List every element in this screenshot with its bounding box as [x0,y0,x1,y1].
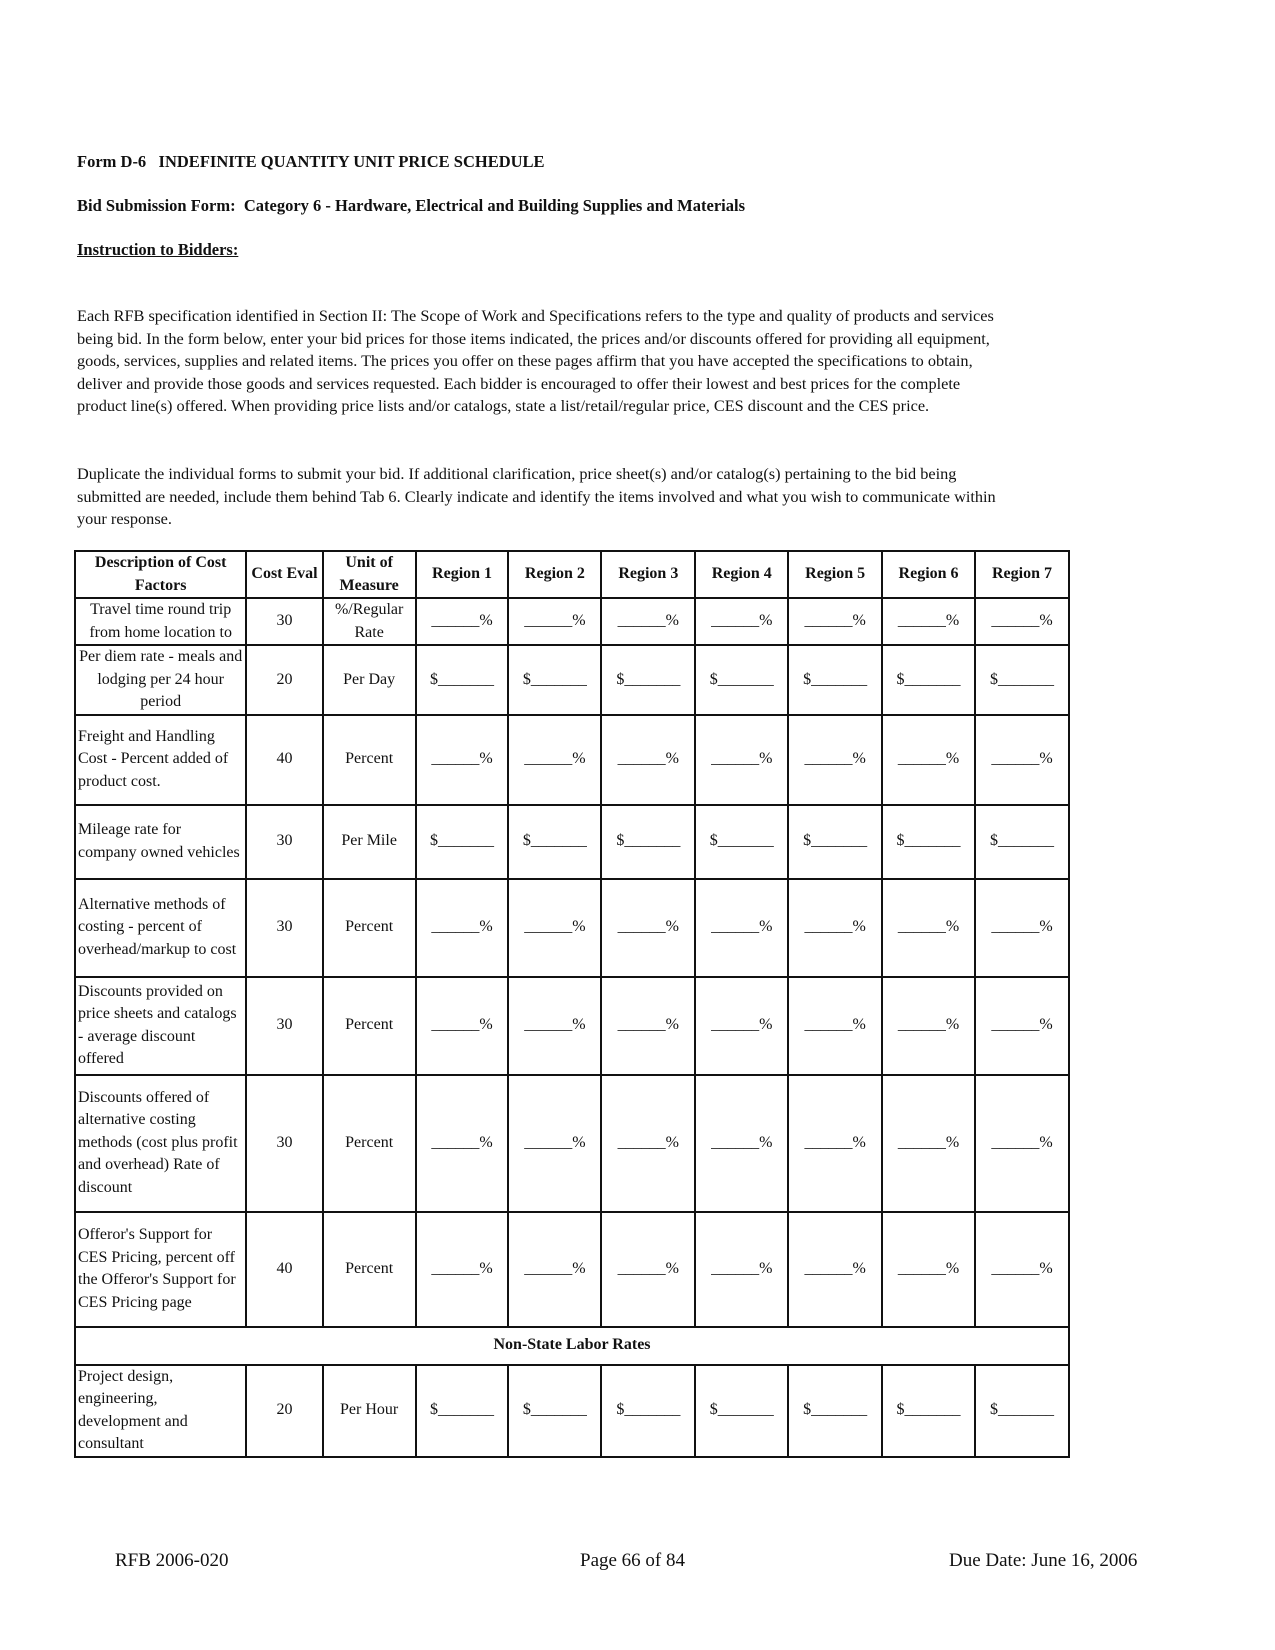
table-row [75,879,1069,977]
region-6-price-field[interactable]: $_______ [882,805,975,879]
region-7-price-field[interactable]: $_______ [975,645,1069,715]
paragraph-line: deliver and provide those goods and services requested. Each bidder is encouraged to offer their lowest and best prices for the complete [77,373,961,393]
region-4-price-field[interactable]: $_______ [695,645,788,715]
bid-form-title: Bid Submission Form: Category 6 - Hardware, Electrical and Building Supplies and Materials [77,196,745,215]
cost-eval-value: 20 [246,1365,322,1457]
header-cost-eval: Cost Eval [246,551,322,598]
region-6-price-field[interactable]: ______% [882,715,975,805]
header-description: Description of Cost Factors [75,551,246,598]
cost-eval-value: 20 [246,645,322,715]
region-6-price-field[interactable]: $_______ [882,645,975,715]
unit-of-measure: Percent [323,1075,416,1212]
region-7-price-field[interactable]: ______% [975,1075,1069,1212]
cost-factor-description: Per diem rate - meals and lodging per 24 hour period [75,645,246,715]
region-7-price-field[interactable]: ______% [975,977,1069,1075]
region-3-price-field[interactable]: ______% [601,1212,695,1327]
paragraph-line: goods, services, supplies and related items. The prices you offer on these pages affirm that you have accepted the specifications to obtain, [77,351,973,370]
region-4-price-field[interactable]: ______% [695,977,788,1075]
region-5-price-field[interactable]: ______% [788,598,882,645]
region-6-price-field[interactable]: ______% [882,598,975,645]
cost-factor-description: Discounts provided on price sheets and catalogs - average discount offered [75,977,246,1075]
region-5-price-field[interactable]: ______% [788,977,882,1075]
region-3-price-field[interactable]: ______% [601,1075,695,1212]
form-title: Form D-6 INDEFINITE QUANTITY UNIT PRICE SCHEDULE [77,152,545,171]
region-1-price-field[interactable]: $_______ [416,645,509,715]
table-row [75,977,1069,1075]
header-region-7: Region 7 [975,551,1069,598]
unit-of-measure: Percent [323,977,416,1075]
region-7-price-field[interactable]: ______% [975,598,1069,645]
region-7-price-field[interactable]: ______% [975,879,1069,977]
region-2-price-field[interactable]: $_______ [508,805,601,879]
region-1-price-field[interactable]: ______% [416,715,509,805]
region-3-price-field[interactable]: $_______ [601,645,695,715]
unit-of-measure: %/Regular Rate [323,598,416,645]
unit-of-measure: Percent [323,1212,416,1327]
region-1-price-field[interactable]: ______% [416,598,509,645]
cost-factor-description: Offeror's Support for CES Pricing, percent off the Offeror's Support for CES Pricing page [75,1212,246,1327]
table-row [75,1075,1069,1212]
region-5-price-field[interactable]: $_______ [788,1365,882,1457]
region-1-price-field[interactable]: $_______ [416,805,509,879]
region-6-price-field[interactable]: ______% [882,1075,975,1212]
region-4-price-field[interactable]: ______% [695,879,788,977]
region-3-price-field[interactable]: ______% [601,598,695,645]
header-region-1: Region 1 [416,551,509,598]
region-3-price-field[interactable]: ______% [601,977,695,1075]
region-2-price-field[interactable]: ______% [508,1075,601,1212]
paragraph-line: your response. [77,509,172,528]
instruction-heading: Instruction to Bidders: [77,240,239,259]
instruction-paragraph-1 [77,305,1082,418]
region-3-price-field[interactable]: $_______ [601,805,695,879]
region-7-price-field[interactable]: $_______ [975,805,1069,879]
region-3-price-field[interactable]: $_______ [601,1365,695,1457]
cost-factor-description: Mileage rate for company owned vehicles [75,805,246,879]
region-2-price-field[interactable]: ______% [508,879,601,977]
region-1-price-field[interactable]: ______% [416,1075,509,1212]
unit-of-measure: Per Day [323,645,416,715]
cost-factor-description: Travel time round trip from home location to [75,598,246,645]
region-3-price-field[interactable]: ______% [601,715,695,805]
region-5-price-field[interactable]: ______% [788,1212,882,1327]
region-7-price-field[interactable]: ______% [975,715,1069,805]
cost-eval-value: 30 [246,1075,322,1212]
region-2-price-field[interactable]: $_______ [508,645,601,715]
section-label-non-state-labor: Non-State Labor Rates [75,1327,1069,1365]
region-2-price-field[interactable]: $_______ [508,1365,601,1457]
cost-eval-value: 40 [246,1212,322,1327]
instruction-paragraph-2 [77,463,1082,531]
region-3-price-field[interactable]: ______% [601,879,695,977]
region-5-price-field[interactable]: ______% [788,1075,882,1212]
region-4-price-field[interactable]: ______% [695,715,788,805]
region-7-price-field[interactable]: $_______ [975,1365,1069,1457]
footer-rfb-number: RFB 2006-020 [115,1550,229,1571]
region-4-price-field[interactable]: $_______ [695,1365,788,1457]
unit-price-schedule-table [74,550,1070,1458]
cost-eval-value: 40 [246,715,322,805]
cost-eval-value: 30 [246,879,322,977]
cost-eval-value: 30 [246,598,322,645]
cost-factor-description: Freight and Handling Cost - Percent added of product cost. [75,715,246,805]
header-region-4: Region 4 [695,551,788,598]
table-row [75,1365,1069,1457]
region-7-price-field[interactable]: ______% [975,1212,1069,1327]
region-6-price-field[interactable]: ______% [882,879,975,977]
table-header-row [75,551,1069,598]
region-5-price-field[interactable]: $_______ [788,805,882,879]
region-2-price-field[interactable]: ______% [508,1212,601,1327]
region-1-price-field[interactable]: ______% [416,1212,509,1327]
region-5-price-field[interactable]: $_______ [788,645,882,715]
region-6-price-field[interactable]: ______% [882,977,975,1075]
region-1-price-field[interactable]: $_______ [416,1365,509,1457]
region-1-price-field[interactable]: ______% [416,879,509,977]
cost-eval-value: 30 [246,805,322,879]
footer-due-date: Due Date: June 16, 2006 [949,1550,1138,1571]
section-header-row [75,1327,1069,1365]
table-row [75,715,1069,805]
header-region-2: Region 2 [508,551,601,598]
cost-factor-description: Alternative methods of costing - percent of overhead/markup to cost [75,879,246,977]
footer-page-number: Page 66 of 84 [580,1550,686,1571]
region-5-price-field[interactable]: ______% [788,715,882,805]
table-row [75,1212,1069,1327]
header-unit: Unit of Measure [323,551,416,598]
unit-of-measure: Percent [323,879,416,977]
unit-of-measure: Per Hour [323,1365,416,1457]
unit-of-measure: Percent [323,715,416,805]
region-4-price-field[interactable]: ______% [695,1212,788,1327]
cost-factor-description: Discounts offered of alternative costing methods (cost plus profit and overhead) Rate of discount [75,1075,246,1212]
region-6-price-field[interactable]: ______% [882,1212,975,1327]
region-2-price-field[interactable]: ______% [508,715,601,805]
paragraph-line: product line(s) offered. When providing price lists and/or catalogs, state a list/retail/regular price, CES discount and the CES price. [77,396,930,415]
region-6-price-field[interactable]: $_______ [882,1365,975,1457]
paragraph-line: Duplicate the individual forms to submit your bid. If additional clarification, price sheet(s) and/or catalog(s) pertaining to the bid being [77,464,957,483]
region-4-price-field[interactable]: ______% [695,1075,788,1212]
table-row [75,598,1069,645]
paragraph-line: submitted are needed, include them behind Tab 6. Clearly indicate and identify the items involved and what you wish to communicate within [77,486,996,506]
unit-of-measure: Per Mile [323,805,416,879]
paragraph-line: Each RFB specification identified in Section II: The Scope of Work and Specifications refers to the type and quality of products and services [77,306,994,325]
header-region-3: Region 3 [601,551,695,598]
region-2-price-field[interactable]: ______% [508,977,601,1075]
header-region-6: Region 6 [882,551,975,598]
cost-factor-description: Project design, engineering, development and consultant [75,1365,246,1457]
region-2-price-field[interactable]: ______% [508,598,601,645]
header-region-5: Region 5 [788,551,882,598]
region-5-price-field[interactable]: ______% [788,879,882,977]
paragraph-line: being bid. In the form below, enter your bid prices for those items indicated, the prices and/or discounts offered for providing all equipment, [77,328,990,348]
table-row [75,805,1069,879]
region-1-price-field[interactable]: ______% [416,977,509,1075]
region-4-price-field[interactable]: $_______ [695,805,788,879]
region-4-price-field[interactable]: ______% [695,598,788,645]
table-row [75,645,1069,715]
cost-eval-value: 30 [246,977,322,1075]
